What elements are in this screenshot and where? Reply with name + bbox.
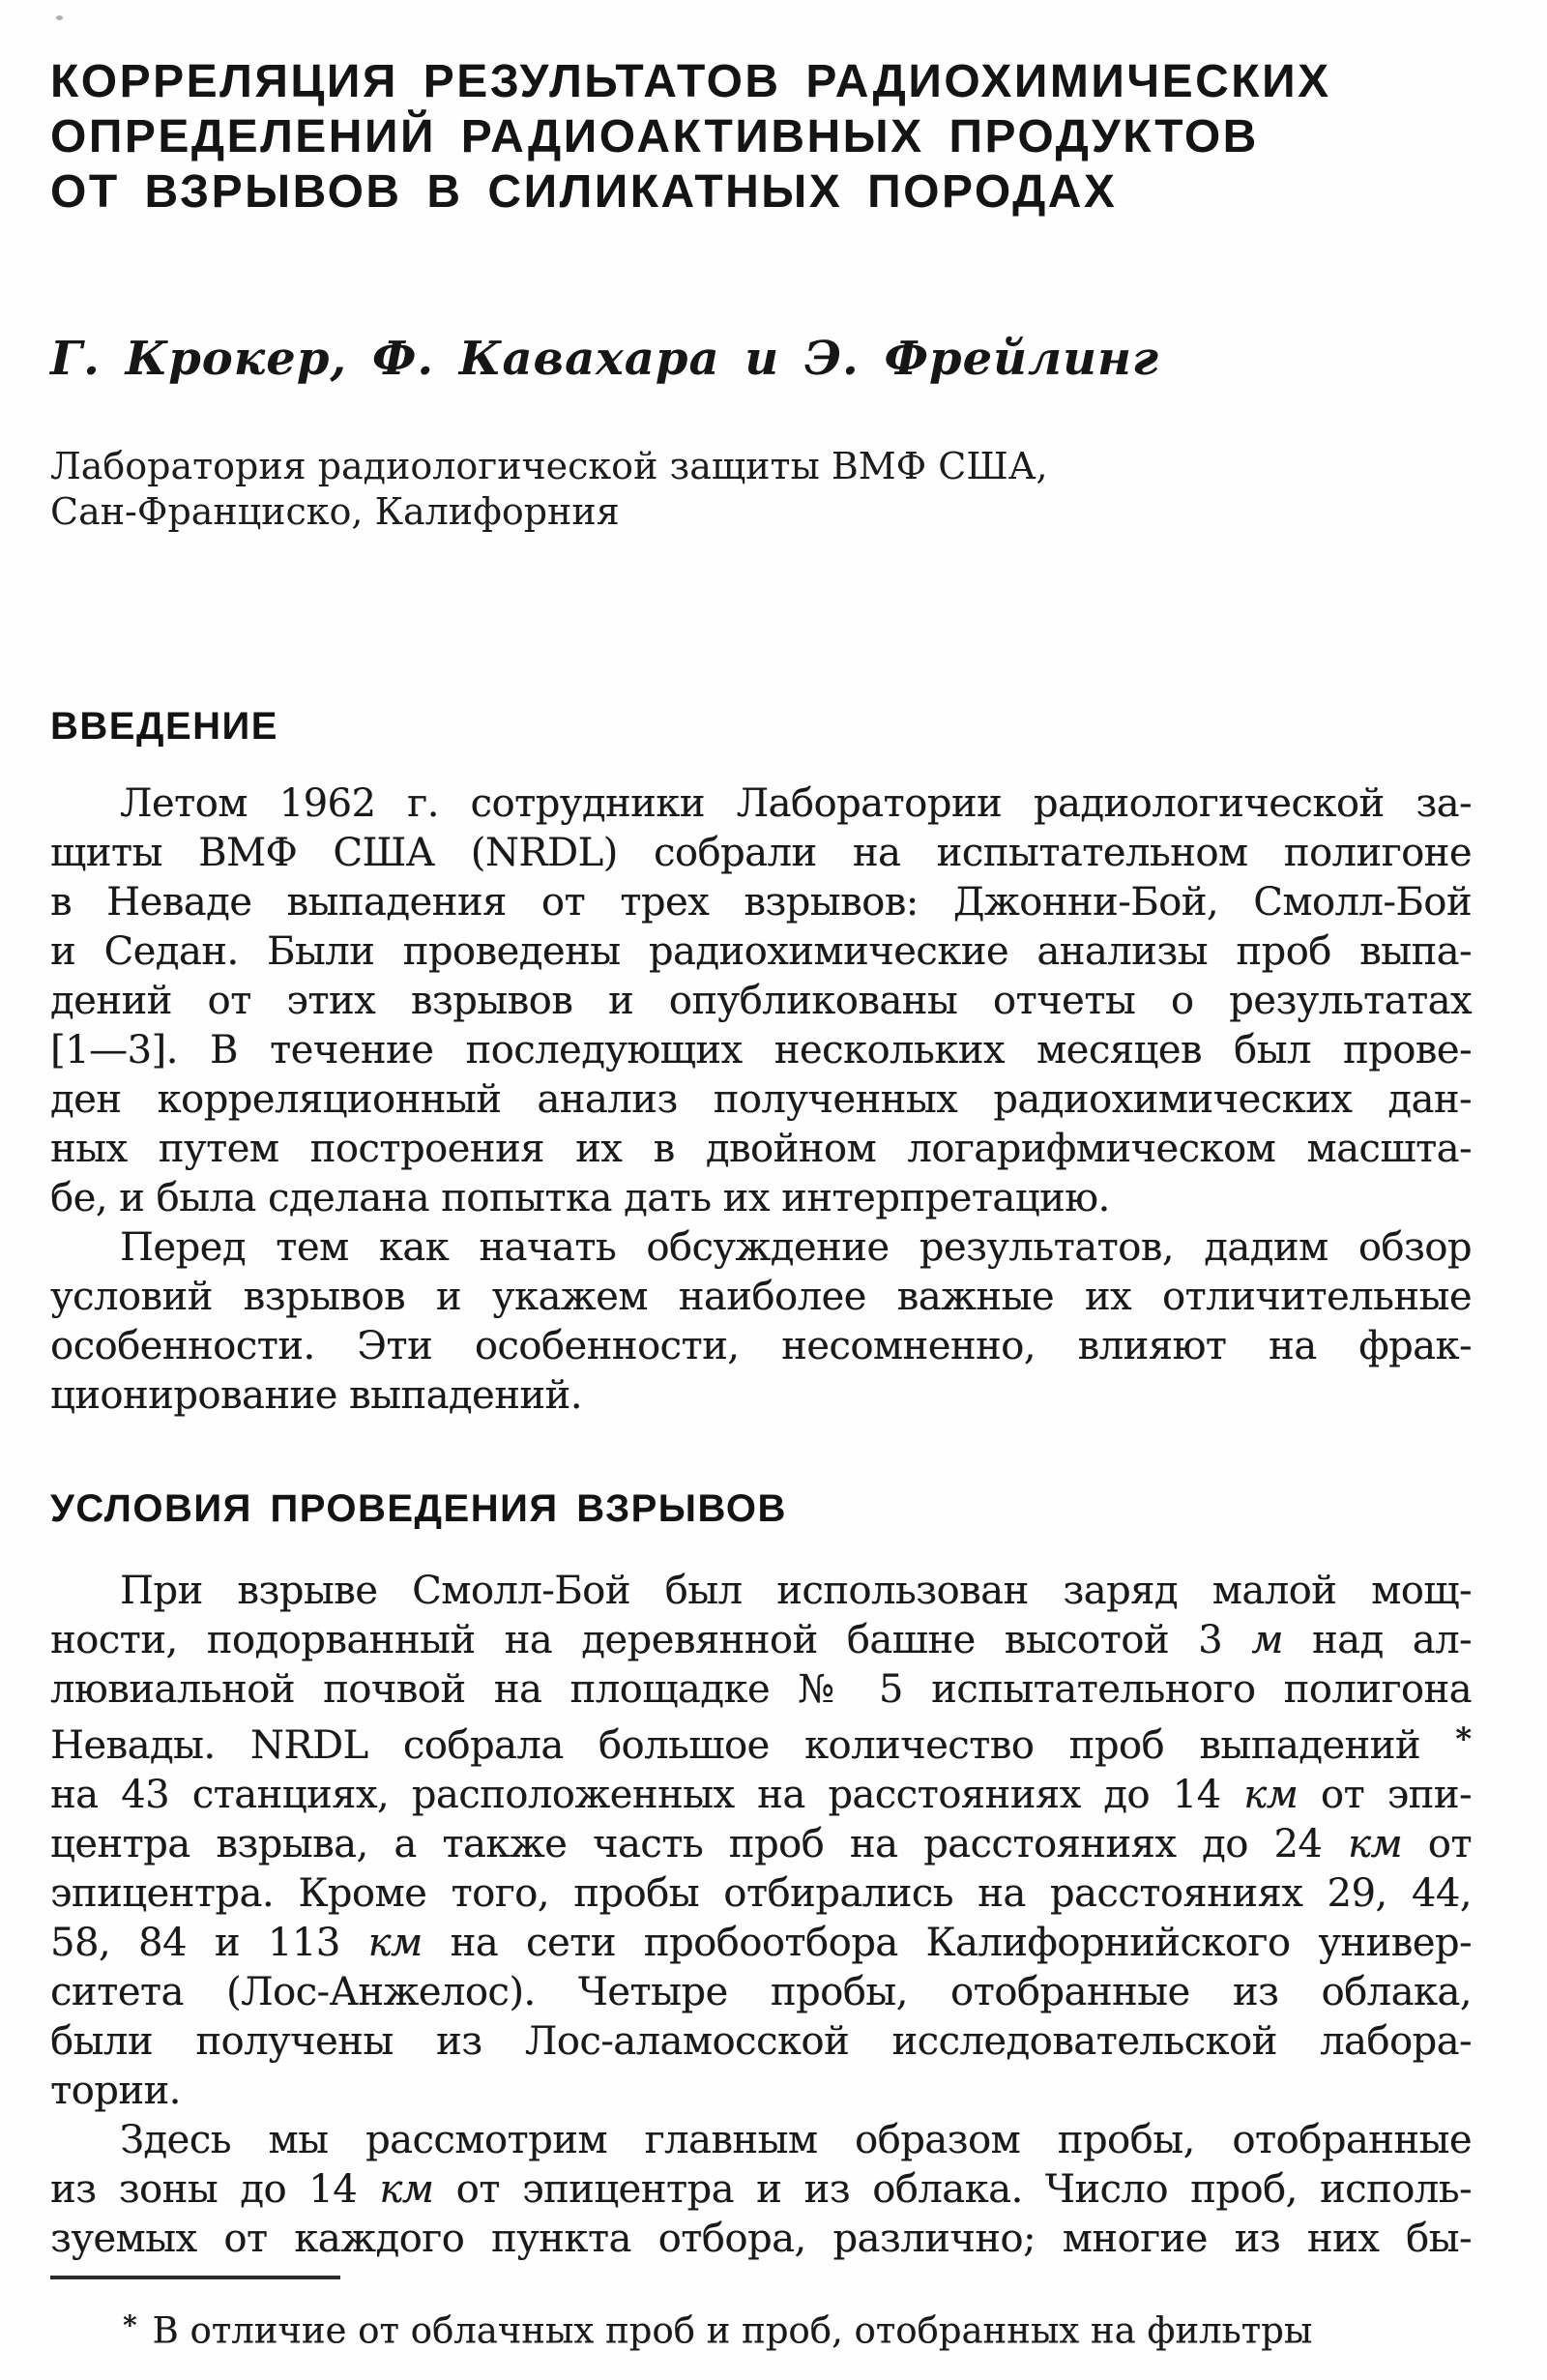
text-line: дений от этих взрывов и опубликованы отчеты о результатах <box>50 979 1472 1023</box>
paper-title <box>50 54 1472 220</box>
footnote-separator <box>50 2276 340 2279</box>
affiliation <box>50 444 1472 535</box>
unit-italic: км <box>1348 1821 1403 1866</box>
text-line: Перед тем как начать обсуждение результатов, дадим обзор <box>120 1225 1472 1270</box>
text-line: центра взрыва, а также часть проб на расстояниях до 24 км от <box>50 1821 1472 1866</box>
text-line: условий взрывов и укажем наиболее важные их отличительные <box>50 1275 1472 1319</box>
text-line: особенности. Эти особенности, несомненно, влияют на фрак- <box>50 1324 1472 1368</box>
paragraph-intro-1 <box>50 779 1472 1223</box>
text-line: ных путем построения их в двойном логарифмическом масшта- <box>50 1127 1472 1171</box>
footnote-marker: * <box>123 2308 137 2341</box>
text-line: тории. <box>50 2068 181 2113</box>
text-line: бе, и была сделана попытка дать их интерпретацию. <box>50 1176 1110 1220</box>
affiliation-line: Сан-Франциско, Калифорния <box>50 490 620 533</box>
text-line: Летом 1962 г. сотрудники Лаборатории радиологической за- <box>120 781 1472 826</box>
text-line: ционирование выпадений. <box>50 1373 582 1418</box>
unit-italic: м <box>1251 1618 1283 1662</box>
paragraph-intro-2 <box>50 1223 1472 1421</box>
text-line: зуемых от каждого пункта отбора, различно; многие из них бы- <box>50 2216 1472 2261</box>
page-content <box>50 0 1472 2352</box>
affiliation-line: Лаборатория радиологической защиты ВМФ США, <box>50 445 1048 487</box>
text-line: 58, 84 и 113 км на сети пробоотбора Калифорнийского универ- <box>50 1920 1473 1965</box>
title-line: КОРРЕЛЯЦИЯ РЕЗУЛЬТАТОВ РАДИОХИМИЧЕСКИХ <box>50 56 1331 107</box>
text-line: и Седан. Были проведены радиохимические анализы проб выпа- <box>50 929 1472 974</box>
text-line: Здесь мы рассмотрим главным образом пробы, отобранные <box>120 2117 1472 2162</box>
text-line: Невады. NRDL собрала большое количество проб выпадений * <box>50 1720 1472 1768</box>
paragraph-conditions-1 <box>50 1567 1472 2116</box>
footnote-text: В отличие от облачных проб и проб, отобранных на фильтры <box>152 2309 1313 2352</box>
text-line: [1—3]. В течение последующих нескольких месяцев был прове- <box>50 1028 1472 1072</box>
text-line: на 43 станциях, расположенных на расстояниях до 14 км от эпи- <box>50 1772 1472 1817</box>
text-line: лювиальной почвой на площадке № 5 испытательного полигона <box>50 1667 1472 1712</box>
title-line: ОПРЕДЕЛЕНИЙ РАДИОАКТИВНЫХ ПРОДУКТОВ <box>50 111 1259 162</box>
text-line: были получены из Лос-аламосской исследовательской лабора- <box>50 2018 1472 2064</box>
footnote-ref: * <box>1455 1720 1472 1757</box>
text-line: щиты ВМФ США (NRDL) собрали на испытательном полигоне <box>50 831 1472 875</box>
text-line: в Неваде выпадения от трех взрывов: Джонни-Бой, Смолл-Бой <box>50 880 1472 925</box>
unit-italic: км <box>1243 1772 1299 1817</box>
unit-italic: км <box>379 2166 434 2212</box>
text-line: ситета (Лос-Анжелос). Четыре пробы, отобранные из облака, <box>50 1969 1472 2014</box>
text-line: эпицентра. Кроме того, пробы отбирались на расстояниях 29, 44, <box>50 1870 1472 1916</box>
title-line: ОТ ВЗРЫВОВ В СИЛИКАТНЫХ ПОРОДАХ <box>50 166 1118 218</box>
text-line: ден корреляционный анализ полученных радиохимических дан- <box>50 1077 1472 1122</box>
footnote <box>50 2305 1472 2352</box>
section-heading-conditions: УСЛОВИЯ ПРОВЕДЕНИЯ ВЗРЫВОВ <box>50 1487 787 1530</box>
authors-line: Г. Крокер, Ф. Кавахара и Э. Фрейлинг <box>50 332 1160 386</box>
unit-italic: км <box>367 1920 423 1965</box>
section-heading-introduction: ВВЕДЕНИЕ <box>50 705 278 748</box>
paragraph-conditions-2 <box>50 2116 1472 2264</box>
text-line: При взрыве Смолл-Бой был использован заряд малой мощ- <box>120 1569 1472 1613</box>
text-line: из зоны до 14 км от эпицентра и из облака. Число проб, исполь- <box>50 2166 1472 2212</box>
text-line: ности, подорванный на деревянной башне высотой 3 м над ал- <box>50 1618 1473 1662</box>
